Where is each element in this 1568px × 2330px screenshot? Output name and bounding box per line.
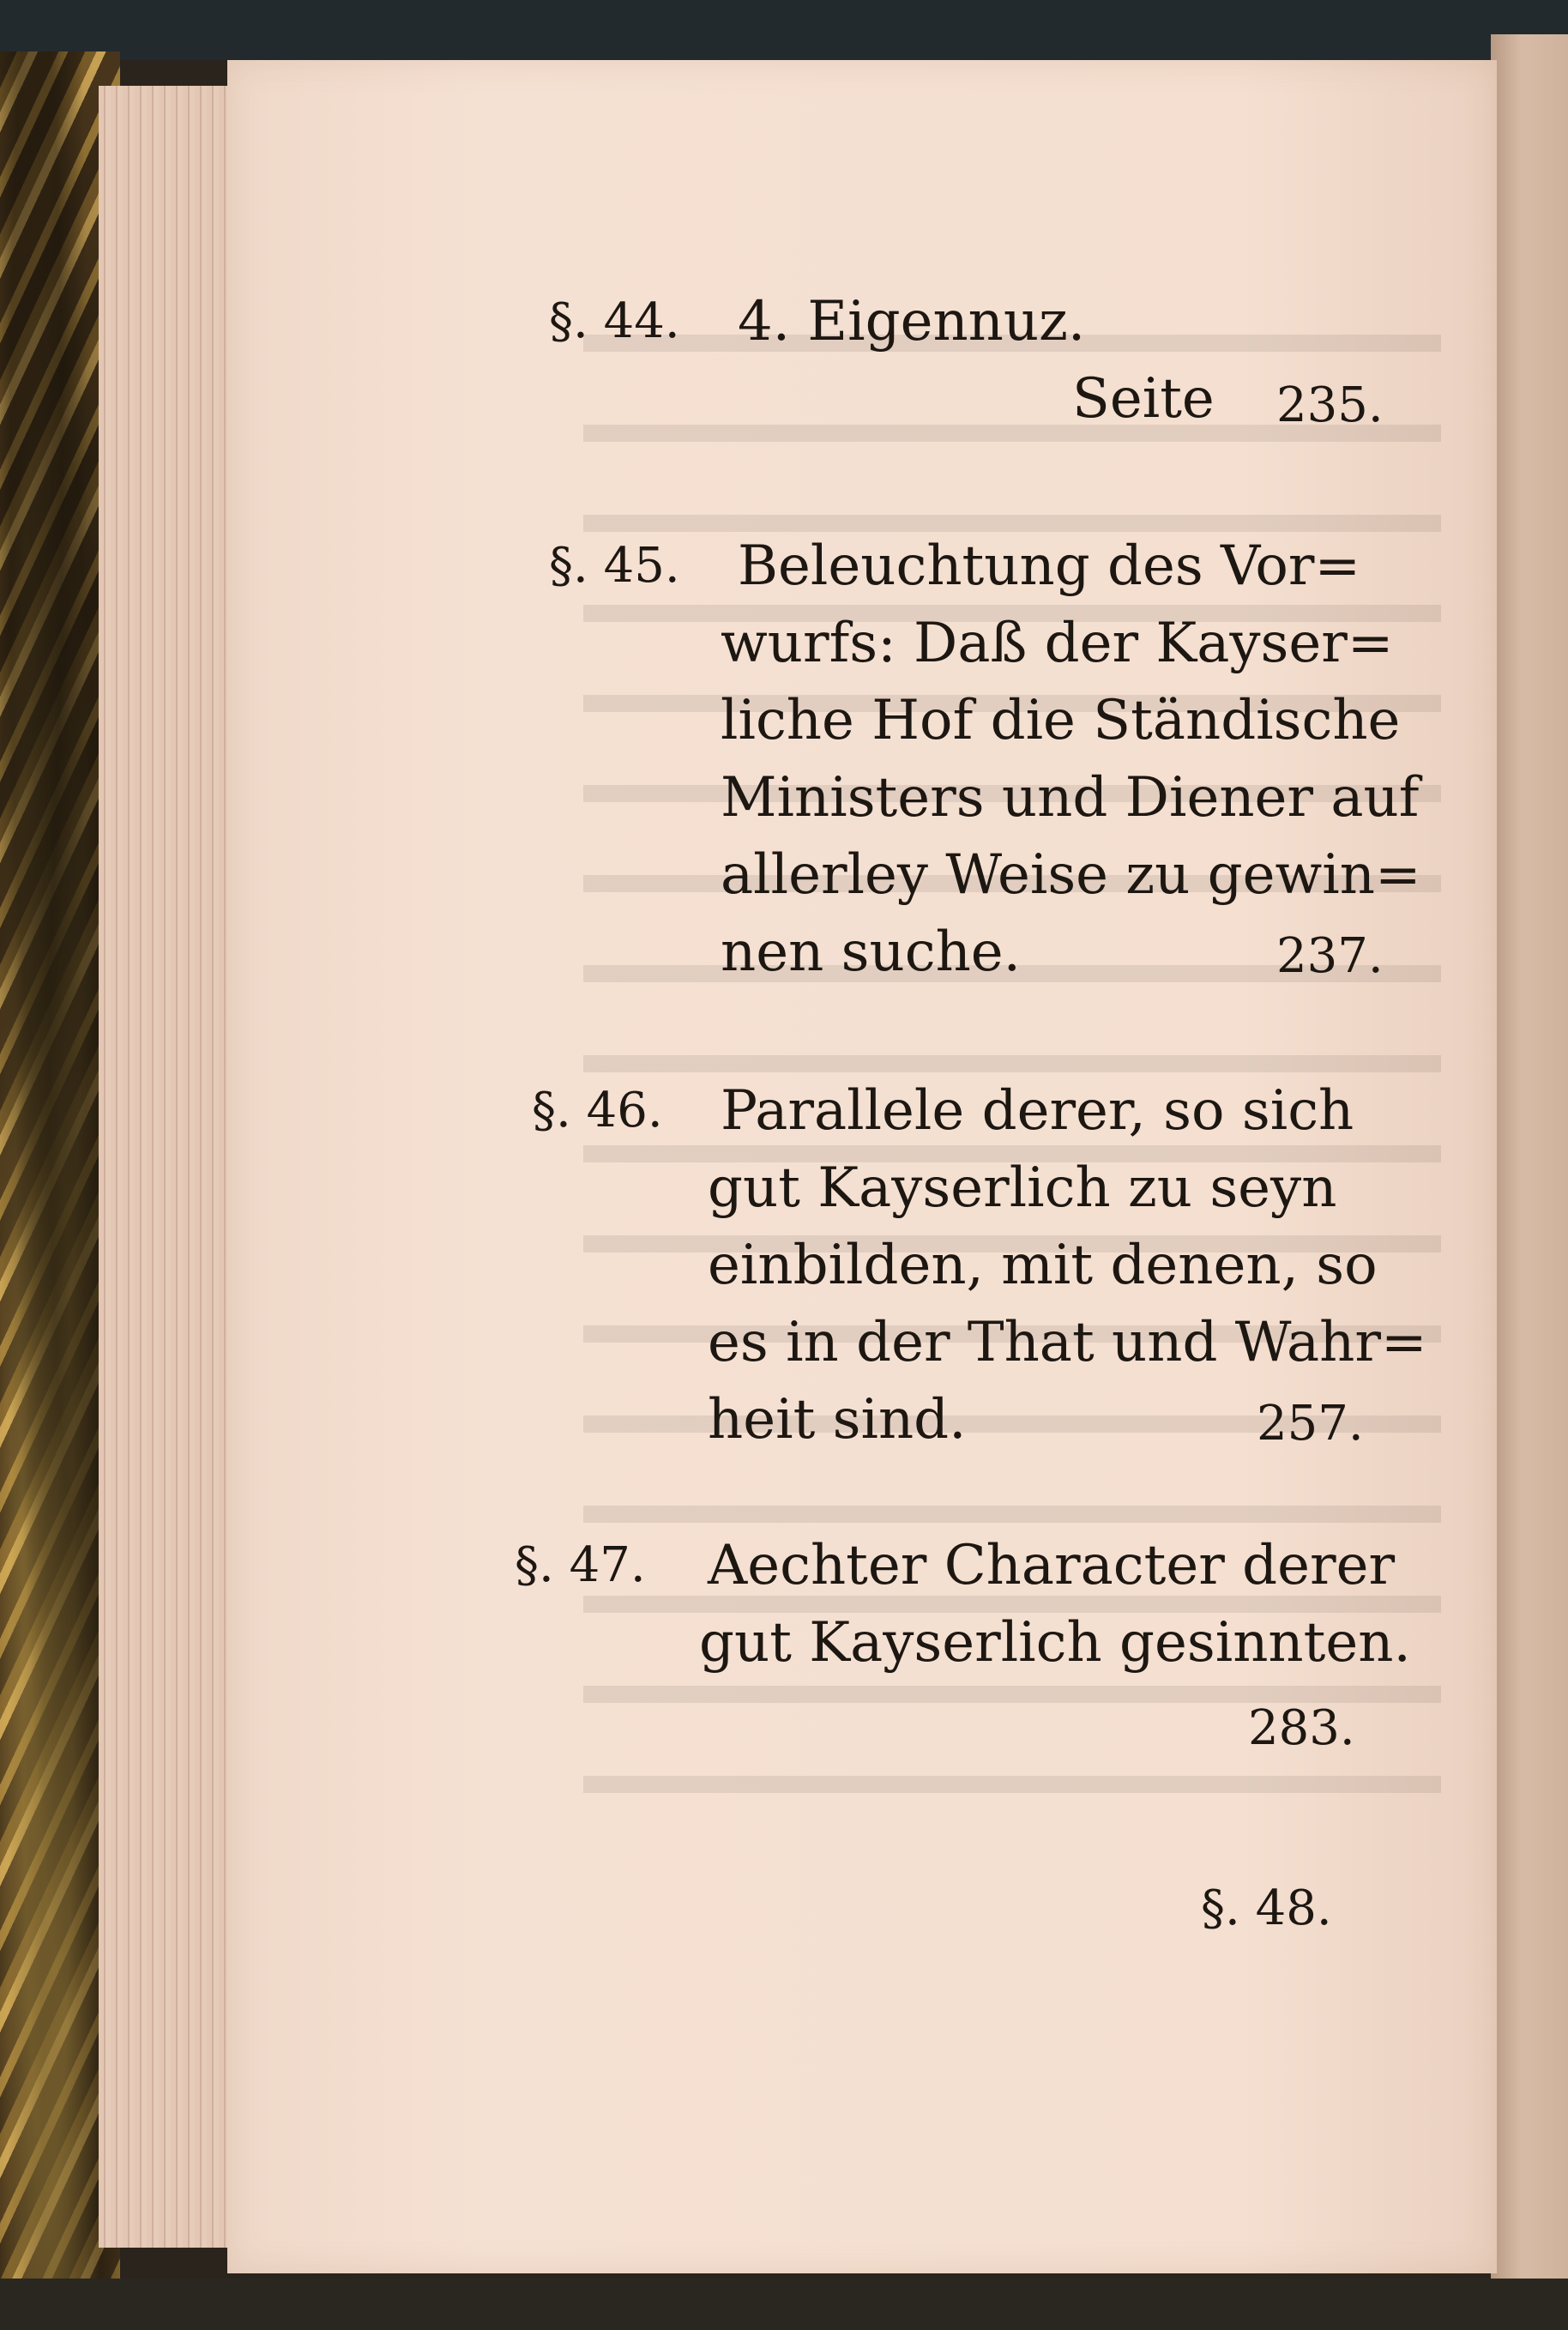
entry-line: gut Kayserlich gesinnten. <box>699 1611 1411 1675</box>
entry-line: nen suche. <box>721 921 1021 984</box>
page-prefix: Seite <box>1072 367 1215 431</box>
entry-line: Parallele derer, so sich <box>721 1079 1354 1143</box>
page-number: 237. <box>1276 928 1384 984</box>
section-number: §. 44. <box>549 293 680 349</box>
section-number: §. 46. <box>532 1083 663 1138</box>
page-number: 257. <box>1257 1396 1364 1452</box>
entry-line: Aechter Character derer <box>708 1534 1396 1597</box>
section-number: §. 47. <box>515 1537 646 1593</box>
entry-line: es in der That und Wahr= <box>708 1311 1427 1374</box>
entry-line: Ministers und Diener auf <box>721 766 1420 830</box>
page-number: 235. <box>1276 377 1384 433</box>
entry-line: wurfs: Daß der Kayser= <box>721 612 1394 675</box>
entry-line: heit sind. <box>708 1388 967 1452</box>
entry-line: Beleuchtung des Vor= <box>738 534 1361 598</box>
entry-title: 4. Eigennuz. <box>738 290 1086 353</box>
section-number: §. 45. <box>549 538 680 594</box>
entry-line: allerley Weise zu gewin= <box>721 843 1421 907</box>
catchword: §. 48. <box>1201 1880 1332 1936</box>
entry-line: liche Hof die Ständische <box>721 689 1401 752</box>
page-number: 283. <box>1248 1700 1355 1756</box>
entry-line: gut Kayserlich zu seyn <box>708 1156 1337 1220</box>
entry-line: einbilden, mit denen, so <box>708 1234 1378 1297</box>
